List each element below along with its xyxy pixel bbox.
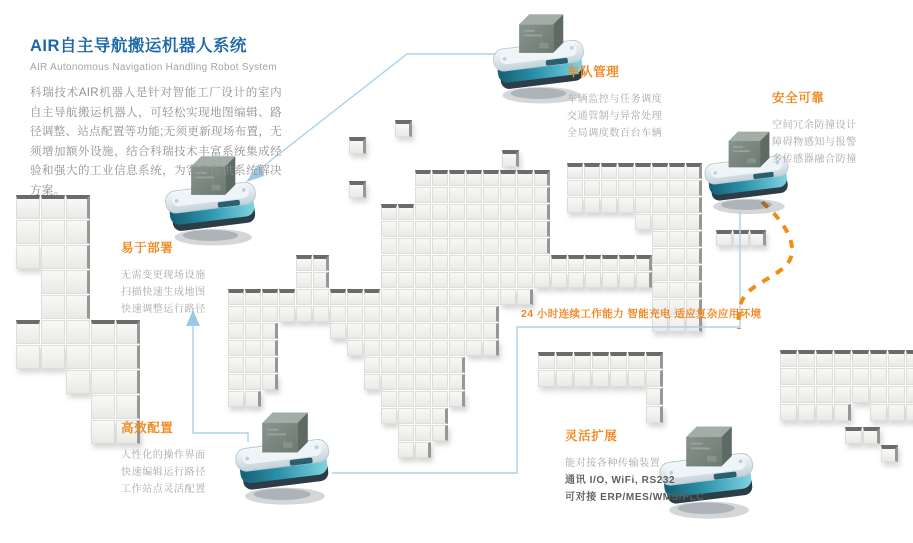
feature-fleet-item: 交通管制与异常处理 <box>567 111 663 122</box>
feature-flex-item: 通讯 I/O, WiFi, RS232 <box>565 475 676 486</box>
feature-safety-item: 多传感器融合防撞 <box>772 154 857 165</box>
feature-fleet-item: 全局调度数百台车辆 <box>567 128 663 139</box>
feature-deploy-title: 易于部署 <box>121 241 174 255</box>
page-subtitle: AIR Autonomous Navigation Handling Robot System <box>30 62 278 73</box>
agv-robot-safety <box>698 124 800 223</box>
feature-config-item: 工作站点灵活配置 <box>121 484 206 495</box>
feature-deploy-item: 无需变更现场设施 <box>121 270 206 281</box>
feature-fleet-title: 车队管理 <box>567 65 620 79</box>
feature-flex-item: 可对接 ERP/MES/WMS/PLC <box>565 492 705 503</box>
uptime-note: 24 小时连续工作能力 智能充电 适应复杂应用环境 <box>521 308 762 320</box>
intro-paragraph: 科瑞技术AIR机器人是针对智能工厂设计的室内自主导航搬运机器人，可轻松实现地图编辑、路径调整、站点配置等功能;无须更新现场布置，无须增加额外设施，结合科瑞技术丰富系统集成经验和强大的工业信息系统，为客户提供系统解决方案。 <box>30 87 282 197</box>
feature-deploy-item: 扫描快速生成地图 <box>121 287 206 298</box>
feature-config-title: 高效配置 <box>121 421 174 435</box>
feature-fleet-item: 车辆监控与任务调度 <box>567 94 663 105</box>
agv-robot-config <box>228 404 342 515</box>
agv-robot-fleet <box>486 6 596 114</box>
feature-safety-title: 安全可靠 <box>772 91 825 105</box>
feature-config-item: 快速编辑运行路径 <box>121 467 206 478</box>
feature-flex-item: 能对接各种传输装置 <box>565 458 661 469</box>
feature-config-item: 人性化的操作界面 <box>121 450 206 461</box>
feature-flex-title: 灵活扩展 <box>565 429 618 443</box>
feature-safety-item: 障碍物感知与报警 <box>772 137 857 148</box>
page-title: AIR自主导航搬运机器人系统 <box>30 37 247 55</box>
feature-safety-item: 空间冗余防撞设计 <box>772 120 857 131</box>
feature-deploy-item: 快速调整运行路径 <box>121 304 206 315</box>
agv-robot-deploy <box>158 148 268 256</box>
agv-robot-flex <box>652 418 766 529</box>
